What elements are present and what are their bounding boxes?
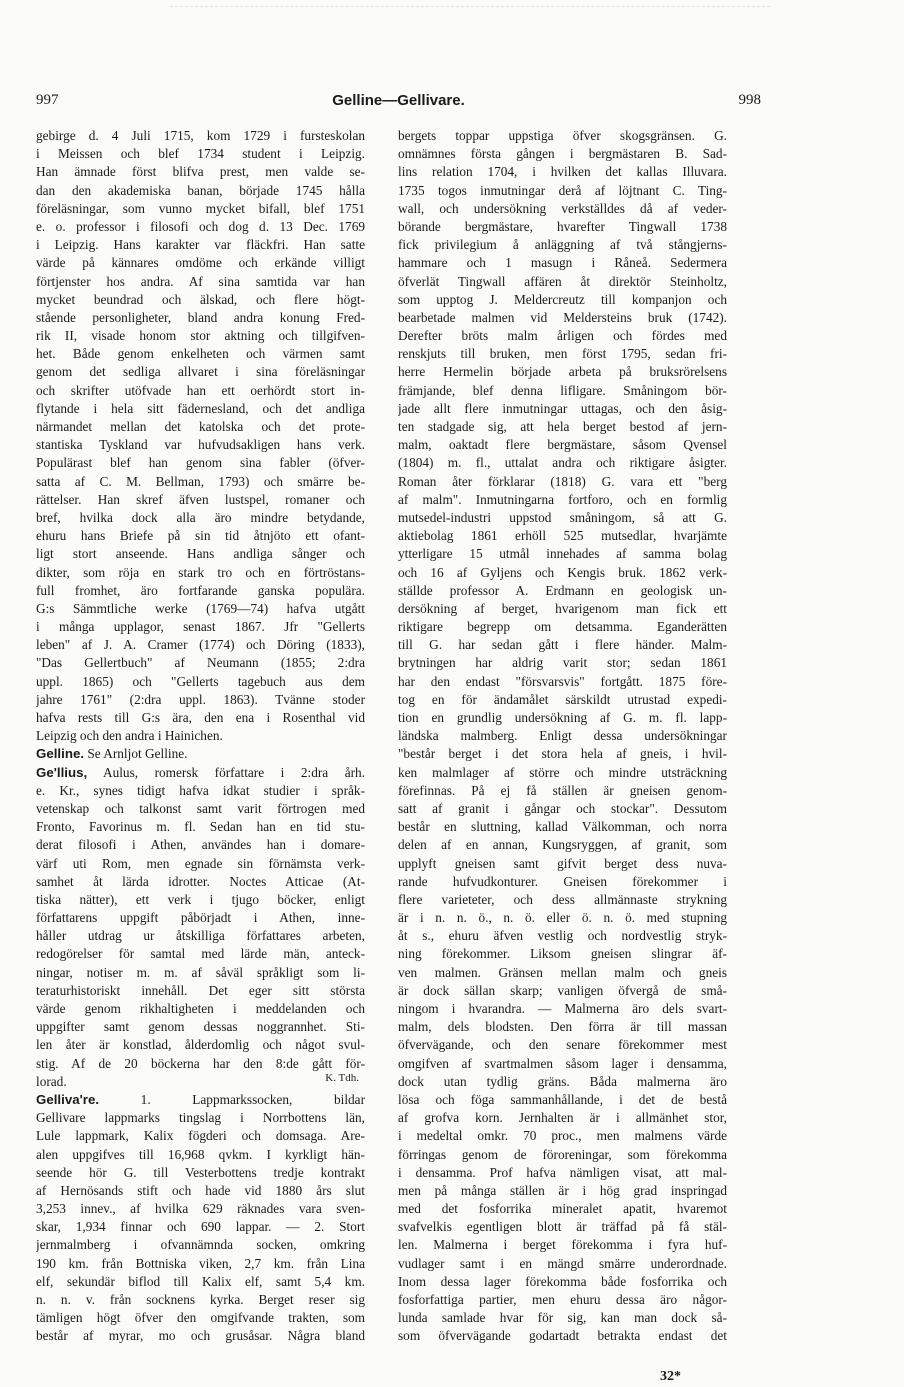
line-text: omnämnes första gången i bergmästaren B. Sad- <box>398 146 727 162</box>
line-text: ehuru hans Briefe på sin tid åtnjöto ett ofant- <box>36 528 365 544</box>
line-text: omgifven af svartmalmen såsom lager i densamma, <box>398 1055 727 1071</box>
line-text: tämligen högt öfver den omgifvande trakten, som <box>36 1310 365 1326</box>
text-line <box>36 636 365 654</box>
line-text: af Hernösands stift och hade vid 1880 års slut <box>36 1182 365 1198</box>
line-text: alen uppgifves till 16,968 qvkm. I kyrkligt hän- <box>36 1146 365 1162</box>
text-line <box>36 873 365 891</box>
text-line <box>398 709 727 727</box>
text-line <box>398 891 727 909</box>
text-line <box>36 582 365 600</box>
text-line <box>36 1218 365 1236</box>
line-text: håller utdrag ur åtskilliga författares arbeten, <box>36 928 365 944</box>
entry-headword: Gelliva're. <box>36 1091 100 1107</box>
line-text: består af myrar, mo och grusåsar. Några bland <box>36 1328 365 1344</box>
line-text: brytningen har aldrig varit stor; sedan 1861 <box>398 655 727 671</box>
line-text: Han ämnade först blifva prest, men valde se- <box>36 164 365 180</box>
text-line <box>36 945 365 963</box>
line-text: värf uti Rom, men egnade sin förnämsta verk- <box>36 855 365 871</box>
text-line <box>36 345 365 363</box>
text-line <box>36 473 365 491</box>
line-text: öfvervägande, och den senare förekommer mest <box>398 1037 727 1053</box>
text-line <box>398 218 727 236</box>
line-text: men på många ställen är i hög grad inspringad <box>398 1182 727 1198</box>
text-line <box>398 454 727 472</box>
text-line <box>398 236 727 254</box>
text-line <box>36 363 365 381</box>
text-line <box>398 273 727 291</box>
line-text: ningom i hvarandra. — Malmerna äro dels svart- <box>398 1001 727 1016</box>
line-text: ligt stort anseende. Hans andliga sånger och <box>36 546 365 562</box>
text-line <box>36 1091 365 1109</box>
line-text: vetenskap och talkonst samt varit förtrogen med <box>36 800 365 816</box>
text-line <box>36 527 365 545</box>
text-line <box>398 800 727 818</box>
line-text: är dock sällan skarp; vanligen öfvergå de små- <box>398 982 727 998</box>
line-text: främjande, blef denna lifligare. Småningom bör- <box>398 382 727 398</box>
text-line <box>398 873 727 891</box>
text-line <box>398 782 727 800</box>
line-text: till G. har sedan gått i flere händer. Malm- <box>398 637 727 653</box>
text-line <box>36 982 365 1000</box>
text-line <box>398 182 727 200</box>
line-text: bearbetade malmen vid Meldersteins bruk (1742). <box>398 309 727 325</box>
line-text: rande hufvudkonturer. Gneisen förekommer i <box>398 873 727 889</box>
text-line <box>36 127 365 145</box>
text-line <box>398 491 727 509</box>
text-line <box>36 691 365 709</box>
page-number-left: 997 <box>36 92 59 108</box>
text-line <box>398 1000 727 1018</box>
text-line <box>36 163 365 181</box>
line-text: bref, hvilka dock alla äro mindre betydande, <box>36 509 365 525</box>
line-text: 3,253 innev., af hvilka 629 räknades vara sven- <box>36 1201 365 1217</box>
text-line <box>36 436 365 454</box>
line-text: dan den akademiska banan, började 1745 hålla <box>36 182 365 198</box>
text-line <box>398 327 727 345</box>
line-text: tion en grundlig undersökning af G. m. fl. lapp- <box>398 710 727 725</box>
line-text: gebirge d. 4 Juli 1715, kom 1729 i fursteskolan <box>36 128 365 143</box>
line-text: jahre 1761" (2:dra uppl. 1863). Tvänne stoder <box>36 691 365 707</box>
text-line <box>36 273 365 291</box>
text-line <box>36 218 365 236</box>
text-line <box>36 909 365 927</box>
line-text: föreläsningar, som vunno mycket bifall, blef 1751 <box>36 200 365 216</box>
line-text: rättelser. Han skref äfven lustspel, romaner och <box>36 491 365 507</box>
text-line <box>398 1273 727 1291</box>
text-line <box>398 545 727 563</box>
line-text: jade allt flere inmutningar uttagas, och den åsig- <box>398 400 727 416</box>
text-line <box>36 1000 365 1018</box>
line-text: förefinnas. På ej få ställen är gneisen genom- <box>398 782 727 798</box>
line-text: och 16 af Gyljens och Kengis bruk. 1862 verk- <box>398 564 727 580</box>
text-line <box>36 1055 365 1073</box>
line-text: len åter är konstlad, ålderdomlig och något svul- <box>36 1037 365 1053</box>
text-line <box>398 582 727 600</box>
text-line <box>36 1036 365 1054</box>
line-text: delen af en annan, Kungsryggen, af granit, som <box>398 837 727 853</box>
text-line <box>398 727 727 745</box>
line-text: 1. Lappmarkssocken, bildar <box>99 1091 365 1107</box>
text-line <box>36 727 365 745</box>
line-text: af malm". Inmutningarna fortforo, och en formlig <box>398 491 727 507</box>
text-line <box>398 254 727 272</box>
text-line <box>398 1091 727 1109</box>
text-line <box>36 254 365 272</box>
line-text: Fronto, Favorinus m. fl. Sedan han en tid stu- <box>36 819 365 835</box>
line-text: redogörelser för samtal med lärde män, anteck- <box>36 946 365 962</box>
line-text: "består berget i det stora hela af gneis, i hvil- <box>398 746 727 762</box>
text-line <box>36 927 365 945</box>
text-line <box>398 1127 727 1145</box>
right-text-column <box>398 127 727 1346</box>
text-line <box>36 764 365 782</box>
line-text: lorad. <box>36 1073 67 1089</box>
text-line <box>398 418 727 436</box>
line-text: ning förekommer. Liksom gneisen slingrar äf- <box>398 946 727 962</box>
page-header <box>36 92 761 112</box>
line-text: leben" af J. A. Cramer (1774) och Döring (1833), <box>36 637 365 653</box>
text-line <box>36 454 365 472</box>
text-line <box>36 673 365 691</box>
text-line <box>398 636 727 654</box>
text-line <box>36 1309 365 1327</box>
line-text: rik II, visade honom stor aktning och tillgifven- <box>36 328 365 344</box>
text-line <box>398 982 727 1000</box>
text-line <box>398 163 727 181</box>
line-text: ningar, notiser m. m. af såväl språkligt som li- <box>36 964 365 980</box>
text-line <box>36 309 365 327</box>
line-text: i Meissen och blef 1734 student i Leipzig. <box>36 146 365 162</box>
line-text: flere varieteter, och dess allmännaste strykning <box>398 891 727 907</box>
text-line <box>398 436 727 454</box>
text-line <box>36 1164 365 1182</box>
line-text: "Das Gellertbuch" af Neumann (1855; 2:dra <box>36 655 365 671</box>
author-signature: K. Tdh. <box>325 1072 359 1084</box>
text-line <box>398 836 727 854</box>
line-text: värde genom rikhaltigheten i meddelanden och <box>36 1001 365 1016</box>
text-line <box>36 400 365 418</box>
line-text: ytterligare 15 utmål innehades af samma bolag <box>398 546 727 562</box>
line-text: ten stadgade sig, att hela berget bestod af jern- <box>398 419 727 434</box>
line-text: n. n. v. från socknens kyrka. Berget reser sig <box>36 1292 365 1307</box>
text-line <box>398 745 727 763</box>
text-line <box>398 527 727 545</box>
line-text: dikter, som röja en stark tro och en förtröstans- <box>36 564 365 580</box>
text-line <box>36 1327 365 1345</box>
line-text: 1735 togos inmutningar derå af löjtnant C. Ting- <box>398 182 727 198</box>
text-line <box>398 1055 727 1073</box>
text-line <box>398 291 727 309</box>
line-text: e. Kr., synes tidigt hafva idkat studier i språk- <box>36 782 365 798</box>
line-text: i medeltal omkr. 70 proc., men malmens värde <box>398 1128 727 1144</box>
text-line <box>36 709 365 727</box>
line-text: Roman åter förklarar (1818) G. vara ett "berg <box>398 473 727 489</box>
line-text: hammare och 1 masugn i Råneå. Sedermera <box>398 255 727 271</box>
text-line <box>398 1146 727 1164</box>
text-line <box>36 545 365 563</box>
line-text: Inom dessa lager förekomma både fosforrika och <box>398 1273 727 1289</box>
text-line <box>36 1018 365 1036</box>
text-line <box>36 418 365 436</box>
text-line <box>398 1182 727 1200</box>
line-text: börande bergmästare, hvarefter Tingwall 1738 <box>398 218 727 234</box>
text-line <box>36 236 365 254</box>
line-text: åt s., ehuru äfven vestlig och nordvestlig stryk- <box>398 928 727 944</box>
text-line <box>398 1236 727 1254</box>
text-line <box>398 1073 727 1091</box>
line-text: mycket beundrad och älskad, och flere högt- <box>36 291 365 307</box>
line-text: uppl. 1865) och "Gellerts tagebuch aus dem <box>36 673 365 689</box>
line-text: full fromhet, äro fortfarande ganska populära. <box>36 582 365 598</box>
text-line <box>36 1200 365 1218</box>
line-text: ken malmlager af större och mindre utsträckning <box>398 764 727 780</box>
text-line <box>36 654 365 672</box>
text-line <box>36 1236 365 1254</box>
line-text: satta af C. M. Bellman, 1793) och smärre be- <box>36 473 365 489</box>
line-text: dersökning af berget, hvarigenom man fick ett <box>398 600 727 616</box>
line-text: närmandet mellan det katolska och det prote- <box>36 419 365 434</box>
line-text: genom det sedliga allvaret i sina föreläsningar <box>36 364 365 380</box>
line-text: stantiska Tyskland var hufvudsakligen hans verk. <box>36 437 365 453</box>
text-line <box>36 1127 365 1145</box>
text-line <box>398 964 727 982</box>
line-text: Leipzig och den andra i Hainichen. <box>36 728 223 744</box>
line-text: som upptog J. Meldercreutz till kompanjon och <box>398 291 727 307</box>
line-text: består en sluttning, kallad Välkomman, och norra <box>398 819 727 835</box>
line-text: G:s Sämmtliche werke (1769—74) hafva utgått <box>36 600 365 616</box>
text-line <box>398 909 727 927</box>
text-line <box>398 309 727 327</box>
text-line <box>36 200 365 218</box>
text-line <box>398 1164 727 1182</box>
text-line <box>398 200 727 218</box>
text-line <box>36 618 365 636</box>
text-line <box>398 1327 727 1345</box>
line-text: het. Både genom enkelheten och värmen samt <box>36 346 365 362</box>
line-text: 190 km. från Bottniska viken, 2,7 km. från Lina <box>36 1255 365 1271</box>
line-text: af grofva korn. Jernhalten är i allmänhet stor, <box>398 1110 727 1126</box>
text-line <box>398 1036 727 1054</box>
line-text: Derefter bröts malm årligen och fördes med <box>398 328 727 344</box>
text-line <box>36 600 365 618</box>
line-text: författarens uppgift påbörjadt i Athen, inne- <box>36 910 365 926</box>
text-line <box>398 145 727 163</box>
text-line <box>36 818 365 836</box>
text-line <box>398 564 727 582</box>
text-line <box>398 1255 727 1273</box>
line-text: tog en för ändamålet särskildt utrustad expedi- <box>398 691 727 707</box>
text-line <box>398 600 727 618</box>
text-line <box>398 1291 727 1309</box>
line-text: ländska malmberg. Enligt dessa undersökningar <box>398 728 727 744</box>
line-text: derat filosofi i Athen, användes han i domare- <box>36 837 365 853</box>
entry-headword: Ge'llius, <box>36 764 88 780</box>
text-line <box>36 145 365 163</box>
line-text: riktigare begrepp om detsamma. Eganderätten <box>398 619 727 635</box>
text-line <box>36 382 365 400</box>
line-text: ställde professor A. Erdmann en geologisk un- <box>398 582 727 598</box>
text-line <box>36 1109 365 1127</box>
line-text: Lule lappmark, Kalix fögderi och domsaga. Are- <box>36 1128 365 1144</box>
text-line <box>36 855 365 873</box>
text-line <box>398 1109 727 1127</box>
text-line <box>398 691 727 709</box>
text-line <box>36 327 365 345</box>
line-text: ven malmen. Gränsen mellan malm och gneis <box>398 964 727 980</box>
text-line <box>36 291 365 309</box>
line-text: mutsedel-industri uppstod småningom, så att G. <box>398 509 727 525</box>
text-line <box>398 818 727 836</box>
text-line <box>398 654 727 672</box>
line-text: svafvelkis egentligen blott är träffad på få stäl- <box>398 1219 727 1235</box>
text-line <box>398 855 727 873</box>
line-text: värde på kännares omdöme och erkände villigt <box>36 255 365 271</box>
text-line <box>398 363 727 381</box>
line-text: förringas genom de föroreningar, som förekomma <box>398 1146 727 1162</box>
text-line <box>36 1073 365 1091</box>
line-text: som öfvervägande godartadt betrakta endast det <box>398 1328 727 1344</box>
text-line <box>36 1182 365 1200</box>
line-text: tiska nätter), ett verk i tjugo böcker, enligt <box>36 891 365 907</box>
line-text: seende hör G. till Vesterbottens tredje kontrakt <box>36 1164 365 1180</box>
line-text: teraturhistoriskt innehåll. Det eger sitt största <box>36 982 365 998</box>
text-line <box>398 764 727 782</box>
text-line <box>398 382 727 400</box>
text-line <box>36 564 365 582</box>
text-line <box>398 945 727 963</box>
line-text: Gellivare lappmarks tingslag i Norrbottens län, <box>36 1110 365 1126</box>
text-line <box>398 673 727 691</box>
line-text: upplyft gneisen samt gifvit berget dess nuva- <box>398 855 727 871</box>
text-line <box>398 400 727 418</box>
text-line <box>36 1255 365 1273</box>
line-text: hafva rests till G:s ära, den ena i Rosenthal vid <box>36 710 365 725</box>
line-text: Populärast blef han genom sina fabler (öfver- <box>36 455 365 471</box>
text-line <box>398 927 727 945</box>
line-text: vudlager samt i en mängd smärre underordnade. <box>398 1255 727 1271</box>
line-text: i Leipzig. Hans karakter var fläckfri. Han satte <box>36 237 365 253</box>
text-line <box>36 745 365 763</box>
text-line <box>398 1200 727 1218</box>
line-text: bergets toppar uppstiga öfver skogsgränsen. G. <box>398 128 727 143</box>
line-text: malm, dels blodsten. Den förra är till massan <box>398 1019 727 1035</box>
text-line <box>398 1018 727 1036</box>
line-text: med det fosforrika mineralet apatit, hvaremot <box>398 1201 727 1217</box>
text-line <box>36 1273 365 1291</box>
line-text: malm, oaktadt flere bergmästare, såsom Qvensel <box>398 437 727 453</box>
line-text: elf, sekundär biflod till Kalix elf, samt 5,4 km. <box>36 1273 365 1289</box>
text-line <box>36 891 365 909</box>
line-text: satt af granit i gångar och stockar". Dessutom <box>398 800 727 816</box>
line-text: är i n. n. ö., n. ö. eller ö. n. ö. med stupning <box>398 910 727 926</box>
line-text: samhet åt lärda idrotter. Noctes Atticae (At- <box>36 873 365 889</box>
line-text: e. o. professor i filosofi och dog d. 13 Dec. 1769 <box>36 218 365 234</box>
line-text: i densamma. Prof hafva nämligen visat, att mal- <box>398 1164 727 1180</box>
left-text-column <box>36 127 365 1346</box>
line-text: jernmalmberg i ofvannämnda socken, omkring <box>36 1237 365 1253</box>
text-line <box>398 1309 727 1327</box>
line-text: (1804) m. fl., uttalat andra och riktigare åsigter. <box>398 455 727 471</box>
scan-border-line <box>170 6 770 7</box>
text-line <box>398 345 727 363</box>
line-text: lunda samlade hvar för sig, kan man dock så- <box>398 1310 727 1326</box>
line-text: wall, och undersökning verkställdes då af veder- <box>398 200 727 216</box>
line-text: och skrifter utöfvade han ett oerhördt stort in- <box>36 382 365 398</box>
line-text: förtjenster hos andra. Af sina samtida var han <box>36 273 365 289</box>
line-text: lins relation 1704, i hvilken det kallas Illuvara. <box>398 164 727 180</box>
text-line <box>398 127 727 145</box>
text-line <box>36 964 365 982</box>
line-text: flytande i hela sitt fädernesland, och det andliga <box>36 400 365 416</box>
text-line <box>36 800 365 818</box>
text-line <box>36 509 365 527</box>
text-line <box>36 1146 365 1164</box>
text-line <box>398 1218 727 1236</box>
line-text: skar, 1,934 finnar och 690 lappar. — 2. Stort <box>36 1219 365 1235</box>
line-text: herre Hermelin började arbeta på bruksrörelsens <box>398 364 727 380</box>
line-text: renskjuts till bruken, men först 1795, sedan fri- <box>398 346 727 362</box>
line-text: lösa och föga sammanhållande, i det de bestå <box>398 1091 727 1107</box>
line-text: öfverlät Tingwall affären åt direktör Steinholtz, <box>398 273 727 289</box>
text-line <box>36 491 365 509</box>
line-text: uppgifter samt genom dessas noggrannhet. Sti- <box>36 1019 365 1035</box>
page-title: Gelline—Gellivare. <box>332 92 465 109</box>
text-line <box>398 509 727 527</box>
text-line <box>398 618 727 636</box>
text-line <box>398 473 727 491</box>
line-text: fick privilegium å anläggning af två stångjerns- <box>398 237 727 253</box>
line-text: dock utan tydlig gräns. Båda malmerna äro <box>398 1073 727 1089</box>
text-line <box>36 1291 365 1309</box>
line-text: Aulus, romersk författare i 2:dra årh. <box>87 764 365 780</box>
page-number-right: 998 <box>738 92 761 108</box>
printer-signature-mark: 32* <box>660 1369 681 1384</box>
line-text: har den endast "försvarsvis" fortgått. 1875 före- <box>398 673 727 689</box>
line-text: len. Malmerna i berget förekomma i fyra huf- <box>398 1237 727 1253</box>
entry-headword: Gelline. <box>36 746 85 762</box>
line-text: stig. Af de 20 böckerna har den 8:de gått för- <box>36 1055 365 1071</box>
line-text: aktiebolag 1861 erhöll 525 mutsedlar, hvarjämte <box>398 528 727 544</box>
line-text: Se Arnljot Gelline. <box>84 746 188 762</box>
line-text: fosforfattiga partier, men ehuru dessa äro någor- <box>398 1292 727 1307</box>
text-line <box>36 182 365 200</box>
text-line <box>36 782 365 800</box>
text-line <box>36 836 365 854</box>
line-text: stående personligheter, bland andra konung Fred- <box>36 309 365 325</box>
line-text: i många upplagor, senast 1867. Jfr "Gellerts <box>36 619 365 635</box>
